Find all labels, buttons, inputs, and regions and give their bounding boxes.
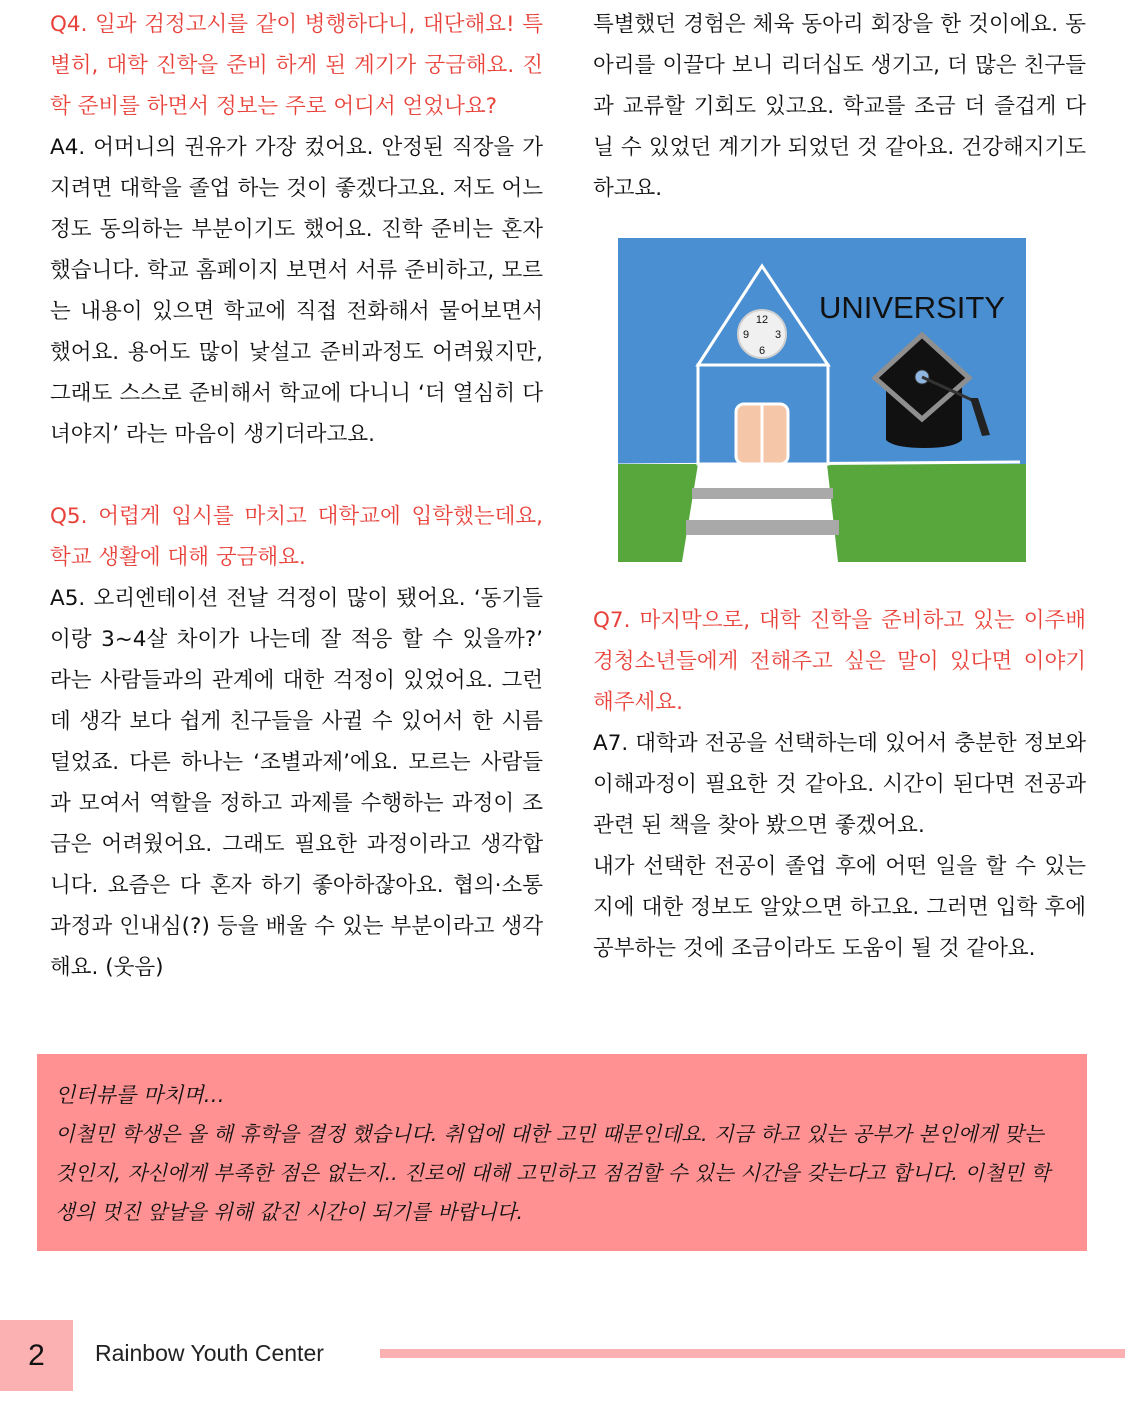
closing-body: 이철민 학생은 올 해 휴학을 결정 했습니다. 취업에 대한 고민 때문인데요. 지금 하고 있는 공부가 본인에게 맞는 것인지, 자신에게 부족한 점은 없는지.. 진로에 대해 고민하고 점검할 수 있는 시간을 갖는다고 합니다. 이철민 학생의 멋진 앞날을 위해 값진 시간이 되기를 바랍니다. [55,1122,1051,1224]
clock-12: 12 [755,314,769,326]
spacer [50,455,543,496]
clock-3: 3 [774,329,782,341]
clock-6: 6 [758,345,766,357]
step [686,520,839,535]
question-q4: Q4. 일과 검정고시를 같이 병행하다니, 대단해요! 특별히, 대학 진학을 준비 하게 된 계기가 궁금해요. 진학 준비를 하면서 정보는 주로 어디서 얻었나요? [50,12,543,119]
answer-a4: A4. 어머니의 권유가 가장 컸어요. 안정된 직장을 가지려면 대학을 졸업 하는 것이 좋겠다고요. 저도 어느 정도 동의하는 부분이기도 했어요. 진학 준비는 혼자 했습니다. 학교 홈페이지 보면서 서류 준비하고, 모르는 내용이 있으면 학교에 직접 전화해서 물어보면서 했어요. 용어도 많이 낯설고 준비과정도 어려웠지만, 그래도 스스로 준비해서 학교에 다니니 ‘더 열심히 다녀야지’ 라는 마음이 생기더라고요. [50,135,543,447]
clock-9: 9 [742,329,750,341]
step [692,488,833,499]
footer-rule [380,1349,1125,1358]
question-q5: Q5. 어렵게 입시를 마치고 대학교에 입학했는데요, 학교 생활에 대해 궁금해요. [50,504,543,570]
right-column [593,4,1086,209]
answer-a7-paragraph-1: A7. 대학과 전공을 선택하는데 있어서 충분한 정보와 이해과정이 필요한 것 같아요. 시간이 된다면 전공과 관련 된 책을 찾아 봤으면 좋겠어요. [593,731,1086,838]
university-illustration [618,238,1026,562]
page-number: 2 [0,1320,73,1391]
question-q7: Q7. 마지막으로, 대학 진학을 준비하고 있는 이주배경청소년들에게 전해주고 싶은 말이 있다면 이야기 해주세요. [593,608,1086,715]
left-column [50,4,543,988]
answer-a7-paragraph-2: 내가 선택한 전공이 졸업 후에 어떤 일을 할 수 있는지에 대한 정보도 알았으면 하고요. 그러면 입학 후에 공부하는 것에 조금이라도 도움이 될 것 같아요. [593,854,1086,961]
steps-path [682,464,838,562]
university-sign: UNIVERSITY [818,290,1006,325]
right-column-lower [593,600,1086,969]
closing-title: 인터뷰를 마치며… [55,1083,225,1107]
closing-remarks-box [37,1054,1087,1251]
answer-a6-continued: 특별했던 경험은 체육 동아리 회장을 한 것이에요. 동아리를 이끌다 보니 리더십도 생기고, 더 많은 친구들과 교류할 기회도 있고요. 학교를 조금 더 즐겁게 다닐 수 있었던 계기가 되었던 것 같아요. 건강해지기도 하고요. [593,12,1086,201]
answer-a5: A5. 오리엔테이션 전날 걱정이 많이 됐어요. ‘동기들이랑 3~4살 차이가 나는데 잘 적응 할 수 있을까?’ 라는 사람들과의 관계에 대한 걱정이 있었어요. 그런데 생각 보다 쉽게 친구들을 사귈 수 있어서 한 시름 덜었죠. 다른 하나는 ‘조별과제’에요. 모르는 사람들과 모여서 역할을 정하고 과제를 수행하는 과정이 조금은 어려웠어요. 그래도 필요한 과정이라고 생각합니다. 요즘은 다 혼자 하기 좋아하잖아요. 협의·소통 과정과 인내심(?) 등을 배울 수 있는 부분이라고 생각해요. (웃음) [50,586,543,980]
footer-title: Rainbow Youth Center [95,1340,324,1366]
